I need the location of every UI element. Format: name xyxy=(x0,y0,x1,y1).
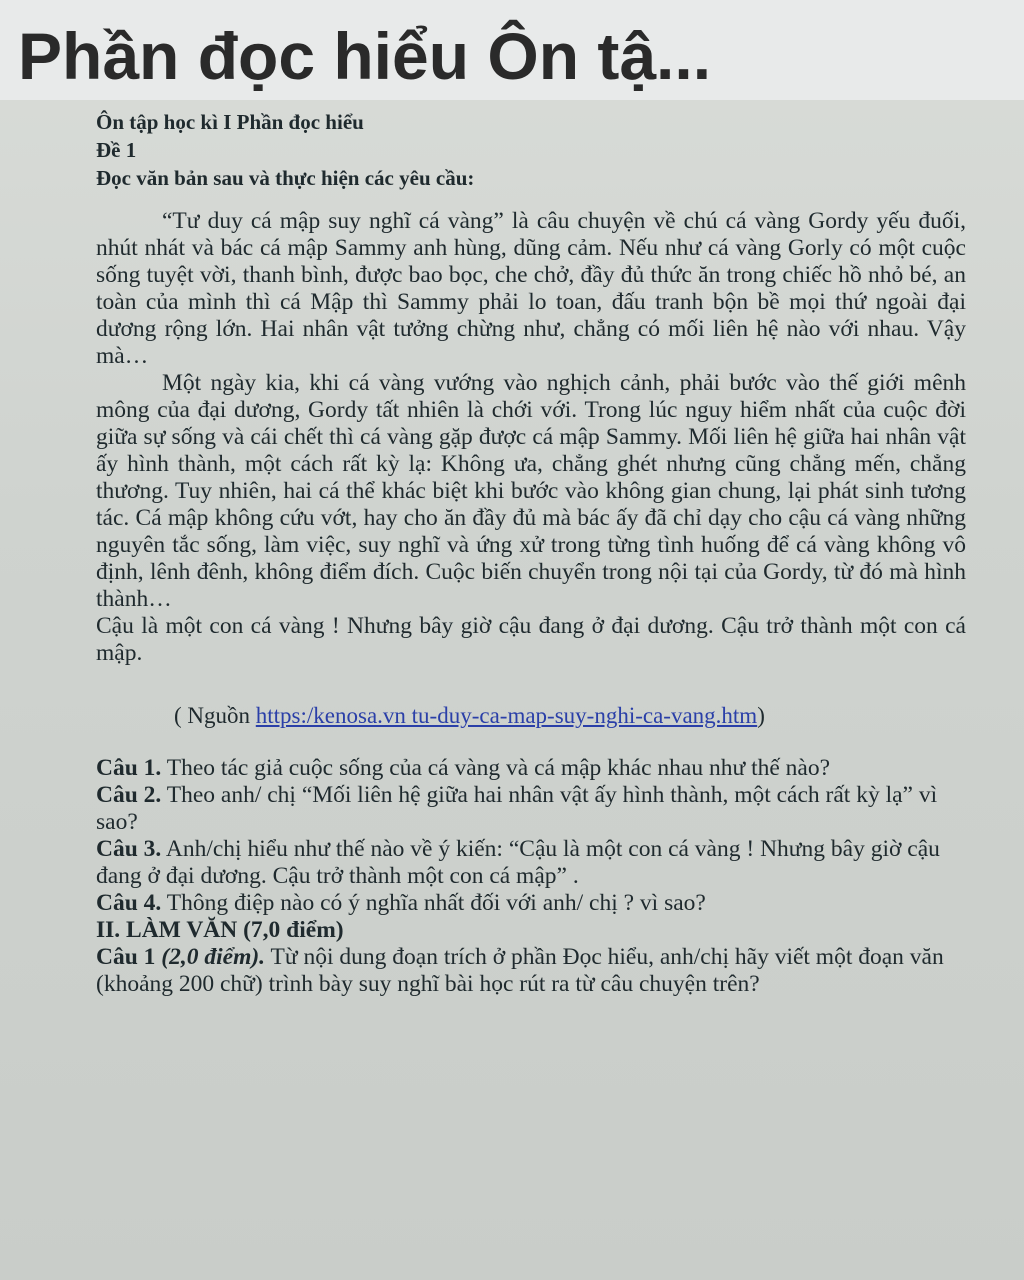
question-1-text: Theo tác giả cuộc sống của cá vàng và cá mập khác nhau như thế nào? xyxy=(161,755,831,781)
story-paragraph-2: Một ngày kia, khi cá vàng vướng vào nghịch cảnh, phải bước vào thế giới mênh mông của đại dương, Gordy tất nhiên là chới với. Trong lúc nguy hiểm nhất của cuộc đời giữa sự sống và cái chết thì cá vàng gặp được cá mập Sammy. Mối liên hệ giữa hai nhân vật ấy hình thành, một cách rất kỳ lạ: Không ưa, chẳng ghét nhưng cũng chẳng mến, chẳng thương. Tuy nhiên, hai cá thể khác biệt khi bước vào không gian chung, lại phát sinh tương tác. Cá mập không cứu vớt, hay cho ăn đầy đủ mà bác ấy đã chỉ dạy cho cậu cá vàng những nguyên tắc sống, làm việc, suy nghĩ và ứng xử trong từng tình huống để cá vàng không vô định, lênh đênh, không điểm đích. Cuộc biến chuyển trong nội tại của Gordy, từ đó mà hình thành… xyxy=(96,370,966,612)
page-title: Phần đọc hiểu Ôn tậ... xyxy=(18,19,712,93)
source-prefix: ( Nguồn xyxy=(174,703,256,728)
instruction: Đọc văn bản sau và thực hiện các yêu cầu: xyxy=(96,166,475,190)
question-2-text: Theo anh/ chị “Mối liên hệ giữa hai nhân vật ấy hình thành, một cách rất kỳ lạ” vì sao? xyxy=(96,782,938,835)
source-suffix: ) xyxy=(757,703,765,728)
question-2 xyxy=(96,782,966,836)
story-paragraph-3: Cậu là một con cá vàng ! Nhưng bây giờ cậu đang ở đại dương. Cậu trở thành một con cá mập. xyxy=(96,613,966,666)
question-1 xyxy=(96,755,966,782)
writing-question-1-points: (2,0 điểm). xyxy=(161,944,266,970)
question-4-label: Câu 4. xyxy=(96,890,162,916)
exam-number: Đề 1 xyxy=(96,138,137,162)
question-3-label: Câu 3. xyxy=(96,836,162,862)
writing-question-1-label: Câu 1 xyxy=(96,944,156,970)
question-2-label: Câu 2. xyxy=(96,782,162,808)
source-link[interactable]: https:/kenosa.vn tu-duy-ca-map-suy-nghi-ca-vang.htm xyxy=(255,703,758,728)
question-4-text: Thông điệp nào có ý nghĩa nhất đối với anh/ chị ? vì sao? xyxy=(161,890,706,916)
question-1-label: Câu 1. xyxy=(96,755,162,781)
section-writing-heading xyxy=(96,917,966,944)
writing-question-1 xyxy=(96,944,966,998)
question-4 xyxy=(96,890,966,917)
document-page xyxy=(96,108,966,998)
question-3 xyxy=(96,836,966,890)
writing-question-1-text: Từ nội dung đoạn trích ở phần Đọc hiểu, anh/chị hãy viết một đoạn văn (khoảng 200 chữ) trình bày suy nghĩ bài học rút ra từ câu chuyện trên? xyxy=(96,944,944,997)
source-citation xyxy=(174,701,966,731)
question-3-text: Anh/chị hiểu như thế nào về ý kiến: “Cậu là một con cá vàng ! Nhưng bây giờ cậu đang ở đại dương. Cậu trở thành một con cá mập” . xyxy=(96,836,940,889)
exam-header: Ôn tập học kì I Phần đọc hiểu xyxy=(96,110,364,134)
section-writing-label: II. LÀM VĂN (7,0 điểm) xyxy=(96,917,344,943)
story-paragraph-1: “Tư duy cá mập suy nghĩ cá vàng” là câu chuyện về chú cá vàng Gordy yếu đuối, nhút nhát và bác cá mập Sammy anh hùng, dũng cảm. Nếu như cá vàng Gorly có một cuộc sống tuyệt vời, thanh bình, được bao bọc, che chở, đầy đủ thức ăn trong chiếc hồ nhỏ bé, an toàn của mình thì cá Mập thì Sammy phải lo toan, đấu tranh bộn bề mọi thứ ngoài đại dương rộng lớn. Hai nhân vật tưởng chừng như, chẳng có mối liên hệ nào với nhau. Vậy mà… xyxy=(96,208,966,369)
